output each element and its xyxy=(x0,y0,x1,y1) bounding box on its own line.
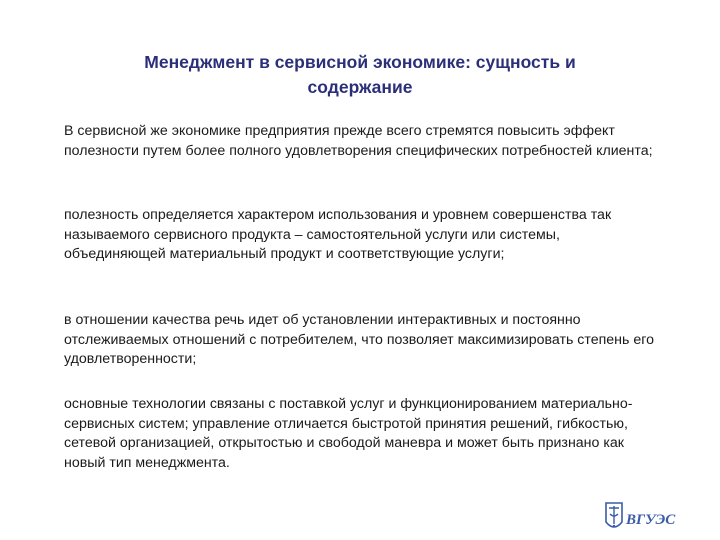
paragraph-4: основные технологии связаны с поставкой услуг и функционированием материально-сервисных систем; управление отличается быстротой принятия решений, гибкостью, сетевой организацией, открытостью и свободой маневра и может быть признано как новый тип менеджмента. xyxy=(64,396,633,471)
paragraph-2: полезность определяется характером использования и уровнем совершенства так называемого сервисного продукта – самостоятельной услуги или системы, объединяющей материальный продукт и соответствующие услуги; xyxy=(64,207,612,262)
university-logo-icon xyxy=(604,500,684,534)
slide-title: Менеджмент в сервисной экономике: сущность и содержание xyxy=(144,52,576,97)
paragraph-1: В сервисной же экономике предприятия прежде всего стремятся повысить эффект полезности путем более полного удовлетворения специфических потребностей клиента; xyxy=(64,123,653,159)
paragraph-3: в отношении качества речь идет об установлении интерактивных и постоянно отслеживаемых отношений с потребителем, что позволяет максимизировать степень его удовлетворенности; xyxy=(64,312,654,367)
logo-lettering: ВГУЭС xyxy=(626,512,676,528)
university-logo xyxy=(604,500,684,534)
